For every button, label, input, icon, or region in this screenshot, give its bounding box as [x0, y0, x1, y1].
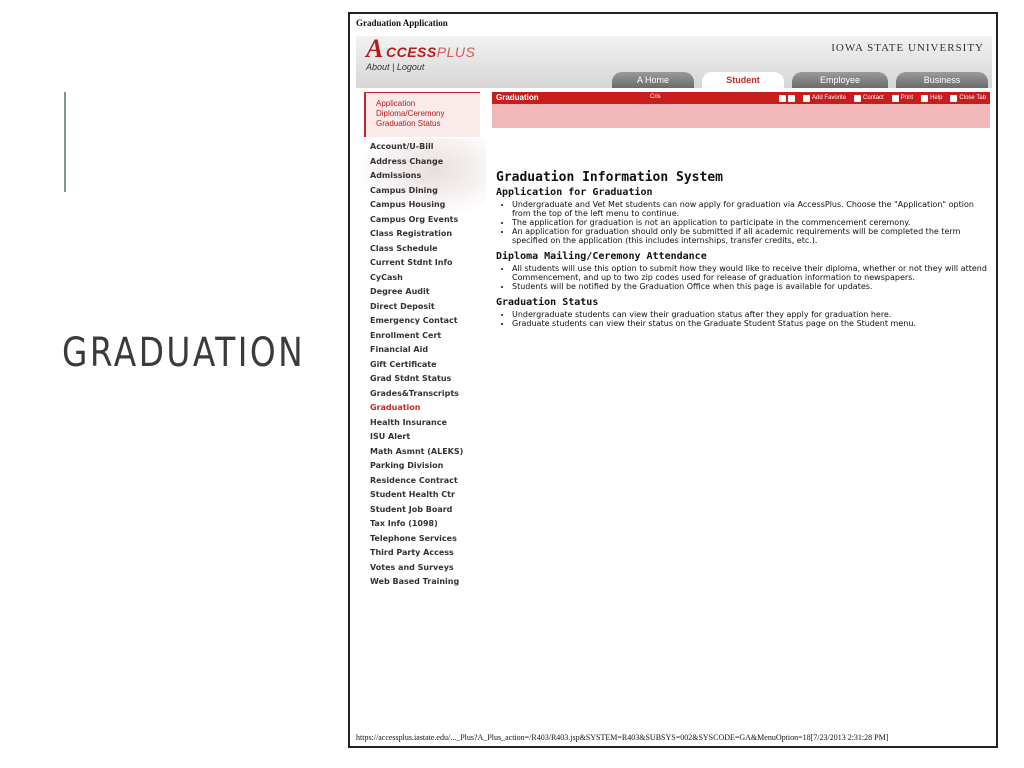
tab-home[interactable]: A Home [612, 72, 694, 88]
toolbar-actions [779, 92, 986, 104]
accessplus-header [356, 36, 992, 88]
main-content [496, 170, 992, 334]
slide-title: GRADUATION [62, 330, 306, 376]
section-heading-status: Graduation Status [496, 297, 599, 308]
sidebar-item[interactable]: Votes and Surveys [370, 562, 454, 572]
diploma-list [496, 264, 992, 291]
section-title: Graduation [496, 93, 539, 102]
university-name: IOWA STATE UNIVERSITY [831, 42, 984, 54]
sidebar-item[interactable]: Current Stdnt Info [370, 258, 453, 267]
main-tabs [612, 72, 992, 88]
sidebar-item[interactable]: Tax Info (1098) [370, 519, 438, 528]
logout-link[interactable]: Logout [396, 62, 425, 72]
sidebar-item[interactable]: Address Change [370, 156, 444, 166]
sidebar-item[interactable]: Graduation [370, 403, 421, 412]
down-arrow-icon [779, 95, 786, 102]
sidebar-item[interactable]: Degree Audit [370, 287, 430, 296]
sidebar-item[interactable]: Admissions [370, 171, 422, 180]
window-title: Graduation Application [356, 18, 448, 28]
sidebar-item[interactable]: CyCash [370, 272, 403, 282]
list-item: • An application for graduation should only be submitted if all academic requirements will be completed the term specified on the application (this includes internships, transfer credits, etc.). [512, 227, 992, 245]
list-item: • Undergraduate students can view their graduation status after they apply for graduation here. [512, 310, 992, 319]
list-item: • Undergraduate and Vet Met students can now apply for graduation via AccessPlus. Choose the "Application" option from the top of the left menu to continue. [512, 200, 992, 218]
section-heading-diploma: Diploma Mailing/Ceremony Attendance [496, 251, 707, 262]
print-icon [892, 95, 899, 102]
favorite-icon [803, 95, 810, 102]
about-logout-links [366, 62, 424, 72]
sidebar-item[interactable]: Financial Aid [370, 345, 429, 354]
graduation-submenu [364, 92, 480, 137]
sidebar-item[interactable]: Emergency Contact [370, 316, 458, 325]
sidebar-item[interactable]: Grad Stdnt Status [370, 374, 452, 383]
sidebar-item[interactable]: Math Asmnt (ALEKS) [370, 446, 464, 456]
logo-text: CCESS [386, 44, 437, 60]
sidebar-item[interactable]: Gift Certificate [370, 359, 437, 369]
mail-icon [788, 95, 795, 102]
section-band [492, 104, 990, 128]
list-item: • Graduate students can view their status on the Graduate Student Status page on the Student menu. [512, 319, 992, 328]
sidebar-item[interactable]: Campus Org Events [370, 214, 459, 224]
section-heading-application: Application for Graduation [496, 187, 653, 198]
submenu-diploma-ceremony[interactable]: Diploma/Ceremony [376, 109, 445, 118]
close-tab-icon [950, 95, 957, 102]
page-title: Graduation Information System [496, 170, 723, 185]
print-button[interactable]: Print [892, 95, 913, 102]
close-tab-button[interactable]: Close Tab [950, 95, 986, 102]
list-item: • The application for graduation is not an application to participate in the commencement ceremony. [512, 218, 992, 227]
sidebar-item[interactable]: Enrollment Cert [370, 330, 442, 340]
sidebar-item[interactable]: Third Party Access [370, 548, 454, 557]
sidebar-menu [370, 142, 490, 592]
tab-employee[interactable]: Employee [792, 72, 888, 88]
sidebar-item[interactable]: Residence Contract [370, 475, 458, 485]
add-favorite-button[interactable]: Add Favorite [803, 95, 846, 102]
status-list [496, 310, 992, 328]
list-item: • All students will use this option to submit how they would like to receive their diploma, whether or not they will attend Commencement, and up to two zip codes used for release of graduation information to newspapers. [512, 264, 992, 282]
contact-button[interactable]: Contact [854, 95, 884, 102]
sidebar-item[interactable]: Account/U-Bill [370, 142, 434, 151]
logo-plus: PLUS [436, 44, 476, 60]
nav-arrows[interactable] [779, 95, 795, 102]
tab-student[interactable]: Student [702, 72, 784, 88]
sidebar-item[interactable]: Parking Division [370, 461, 444, 470]
sidebar-item[interactable]: Student Health Ctr [370, 490, 455, 499]
sidebar-item[interactable]: Class Registration [370, 229, 453, 238]
help-button[interactable]: Help [921, 95, 942, 102]
application-list [496, 200, 992, 245]
help-icon [921, 95, 928, 102]
submenu-application[interactable]: Application [376, 99, 416, 108]
sidebar-item[interactable]: Class Schedule [370, 243, 438, 253]
sidebar-item[interactable]: Campus Dining [370, 185, 438, 195]
sidebar-item[interactable]: Telephone Services [370, 533, 457, 543]
sidebar-item[interactable]: Direct Deposit [370, 301, 435, 311]
screenshot-frame [348, 12, 998, 748]
slide-accent-line [64, 92, 66, 192]
sidebar-item[interactable]: Grades&Transcripts [370, 388, 459, 398]
contact-icon [854, 95, 861, 102]
logo-a-glyph: A [366, 34, 384, 63]
sidebar-item[interactable]: Campus Housing [370, 200, 446, 209]
sidebar-item[interactable]: Student Job Board [370, 504, 453, 514]
about-link[interactable]: About [366, 62, 390, 72]
submenu-graduation-status[interactable]: Graduation Status [376, 119, 441, 128]
accessplus-logo[interactable] [366, 34, 496, 63]
section-toolbar [492, 92, 990, 104]
sidebar-item[interactable]: Health Insurance [370, 417, 447, 427]
link-separator: | [392, 62, 395, 72]
tab-business[interactable]: Business [896, 72, 988, 88]
list-item: • Students will be notified by the Graduation Office when this page is available for updates. [512, 282, 992, 291]
toolbar-mid-label: Cris [650, 94, 661, 100]
sidebar-item[interactable]: Web Based Training [370, 577, 460, 586]
status-url: https://accessplus.iastate.edu/..._Plus?A_Plus_action=/R403/R403.jsp&SYSTEM=R403&SUBSYS=002&SYSCODE=GA&MenuOption=18[7/23/2013 2:31:28 PM] [356, 733, 889, 742]
sidebar-item[interactable]: ISU Alert [370, 432, 411, 441]
